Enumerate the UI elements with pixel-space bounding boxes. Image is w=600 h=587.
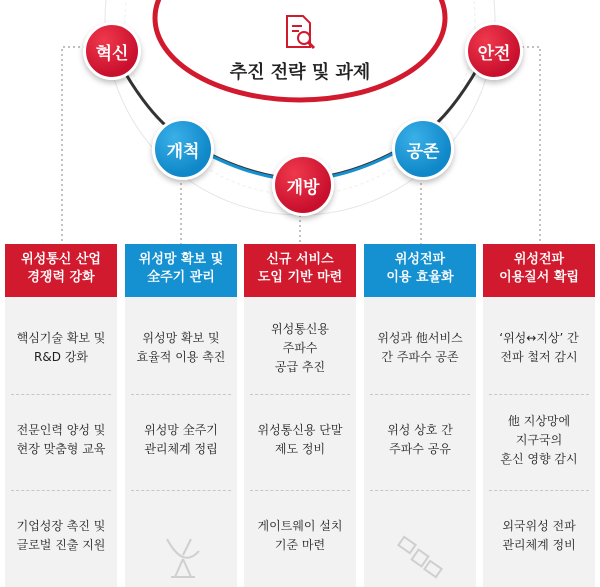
task-item: 위성 상호 간 주파수 공유 [387, 423, 453, 456]
divider [131, 394, 231, 395]
column-industry [5, 244, 117, 587]
divider [11, 394, 111, 395]
task-item: 게이트웨이 설치 기준 마련 [257, 519, 343, 552]
satellite-dish-icon [161, 529, 205, 579]
divider [11, 490, 111, 491]
divider [370, 394, 470, 395]
header-underline [364, 294, 476, 297]
divider [489, 490, 589, 491]
divider [370, 490, 470, 491]
column-new-service [244, 244, 356, 587]
column-order [483, 244, 595, 587]
node-pioneer: 개척 [152, 118, 214, 180]
task-item: 외국위성 전파 관리체계 정비 [502, 519, 576, 552]
column-orbit [125, 244, 237, 587]
divider [131, 490, 231, 491]
divider [250, 394, 350, 395]
node-open: 개방 [272, 154, 334, 216]
task-item: 전문인력 양성 및 현장 맞춤형 교육 [16, 423, 106, 456]
divider [250, 490, 350, 491]
node-innovation: 혁신 [83, 22, 141, 80]
task-item: 他 지상망에 지구국의 혼신 영향 감시 [500, 413, 578, 466]
column-header: 위성전파 이용 효율화 [364, 244, 476, 294]
task-item: 기업성장 촉진 및 글로벌 진출 지원 [16, 519, 106, 552]
task-item: 위성망 확보 및 효율적 이용 촉진 [136, 331, 226, 364]
document-search-icon [284, 14, 316, 50]
column-efficiency [364, 244, 476, 587]
divider [489, 394, 589, 395]
column-header: 위성망 확보 및 全주기 관리 [125, 244, 237, 294]
task-item: ‘위성↔지상’ 간 전파 철저 감시 [499, 331, 579, 364]
satellite-icon [396, 534, 446, 582]
diagram-title: 추진 전략 및 과제 [229, 62, 371, 83]
column-header: 신규 서비스 도입 기반 마련 [244, 244, 356, 294]
task-item: 위성과 他서비스 간 주파수 공존 [377, 331, 463, 364]
task-item: 위성통신용 주파수 공급 추진 [271, 321, 329, 374]
node-coexist: 공존 [392, 118, 454, 180]
task-item: 위성통신용 단말 제도 정비 [257, 423, 343, 456]
column-header: 위성통신 산업 경쟁력 강화 [5, 244, 117, 294]
node-safety: 안전 [465, 22, 523, 80]
header-underline [5, 294, 117, 297]
header-underline [125, 294, 237, 297]
header-underline [483, 294, 595, 297]
header-underline [244, 294, 356, 297]
task-item: 핵심기술 확보 및 R&D 강화 [16, 331, 106, 364]
task-item: 위성망 全주기 관리체계 정립 [144, 423, 218, 456]
column-header: 위성전파 이용질서 확립 [483, 244, 595, 294]
